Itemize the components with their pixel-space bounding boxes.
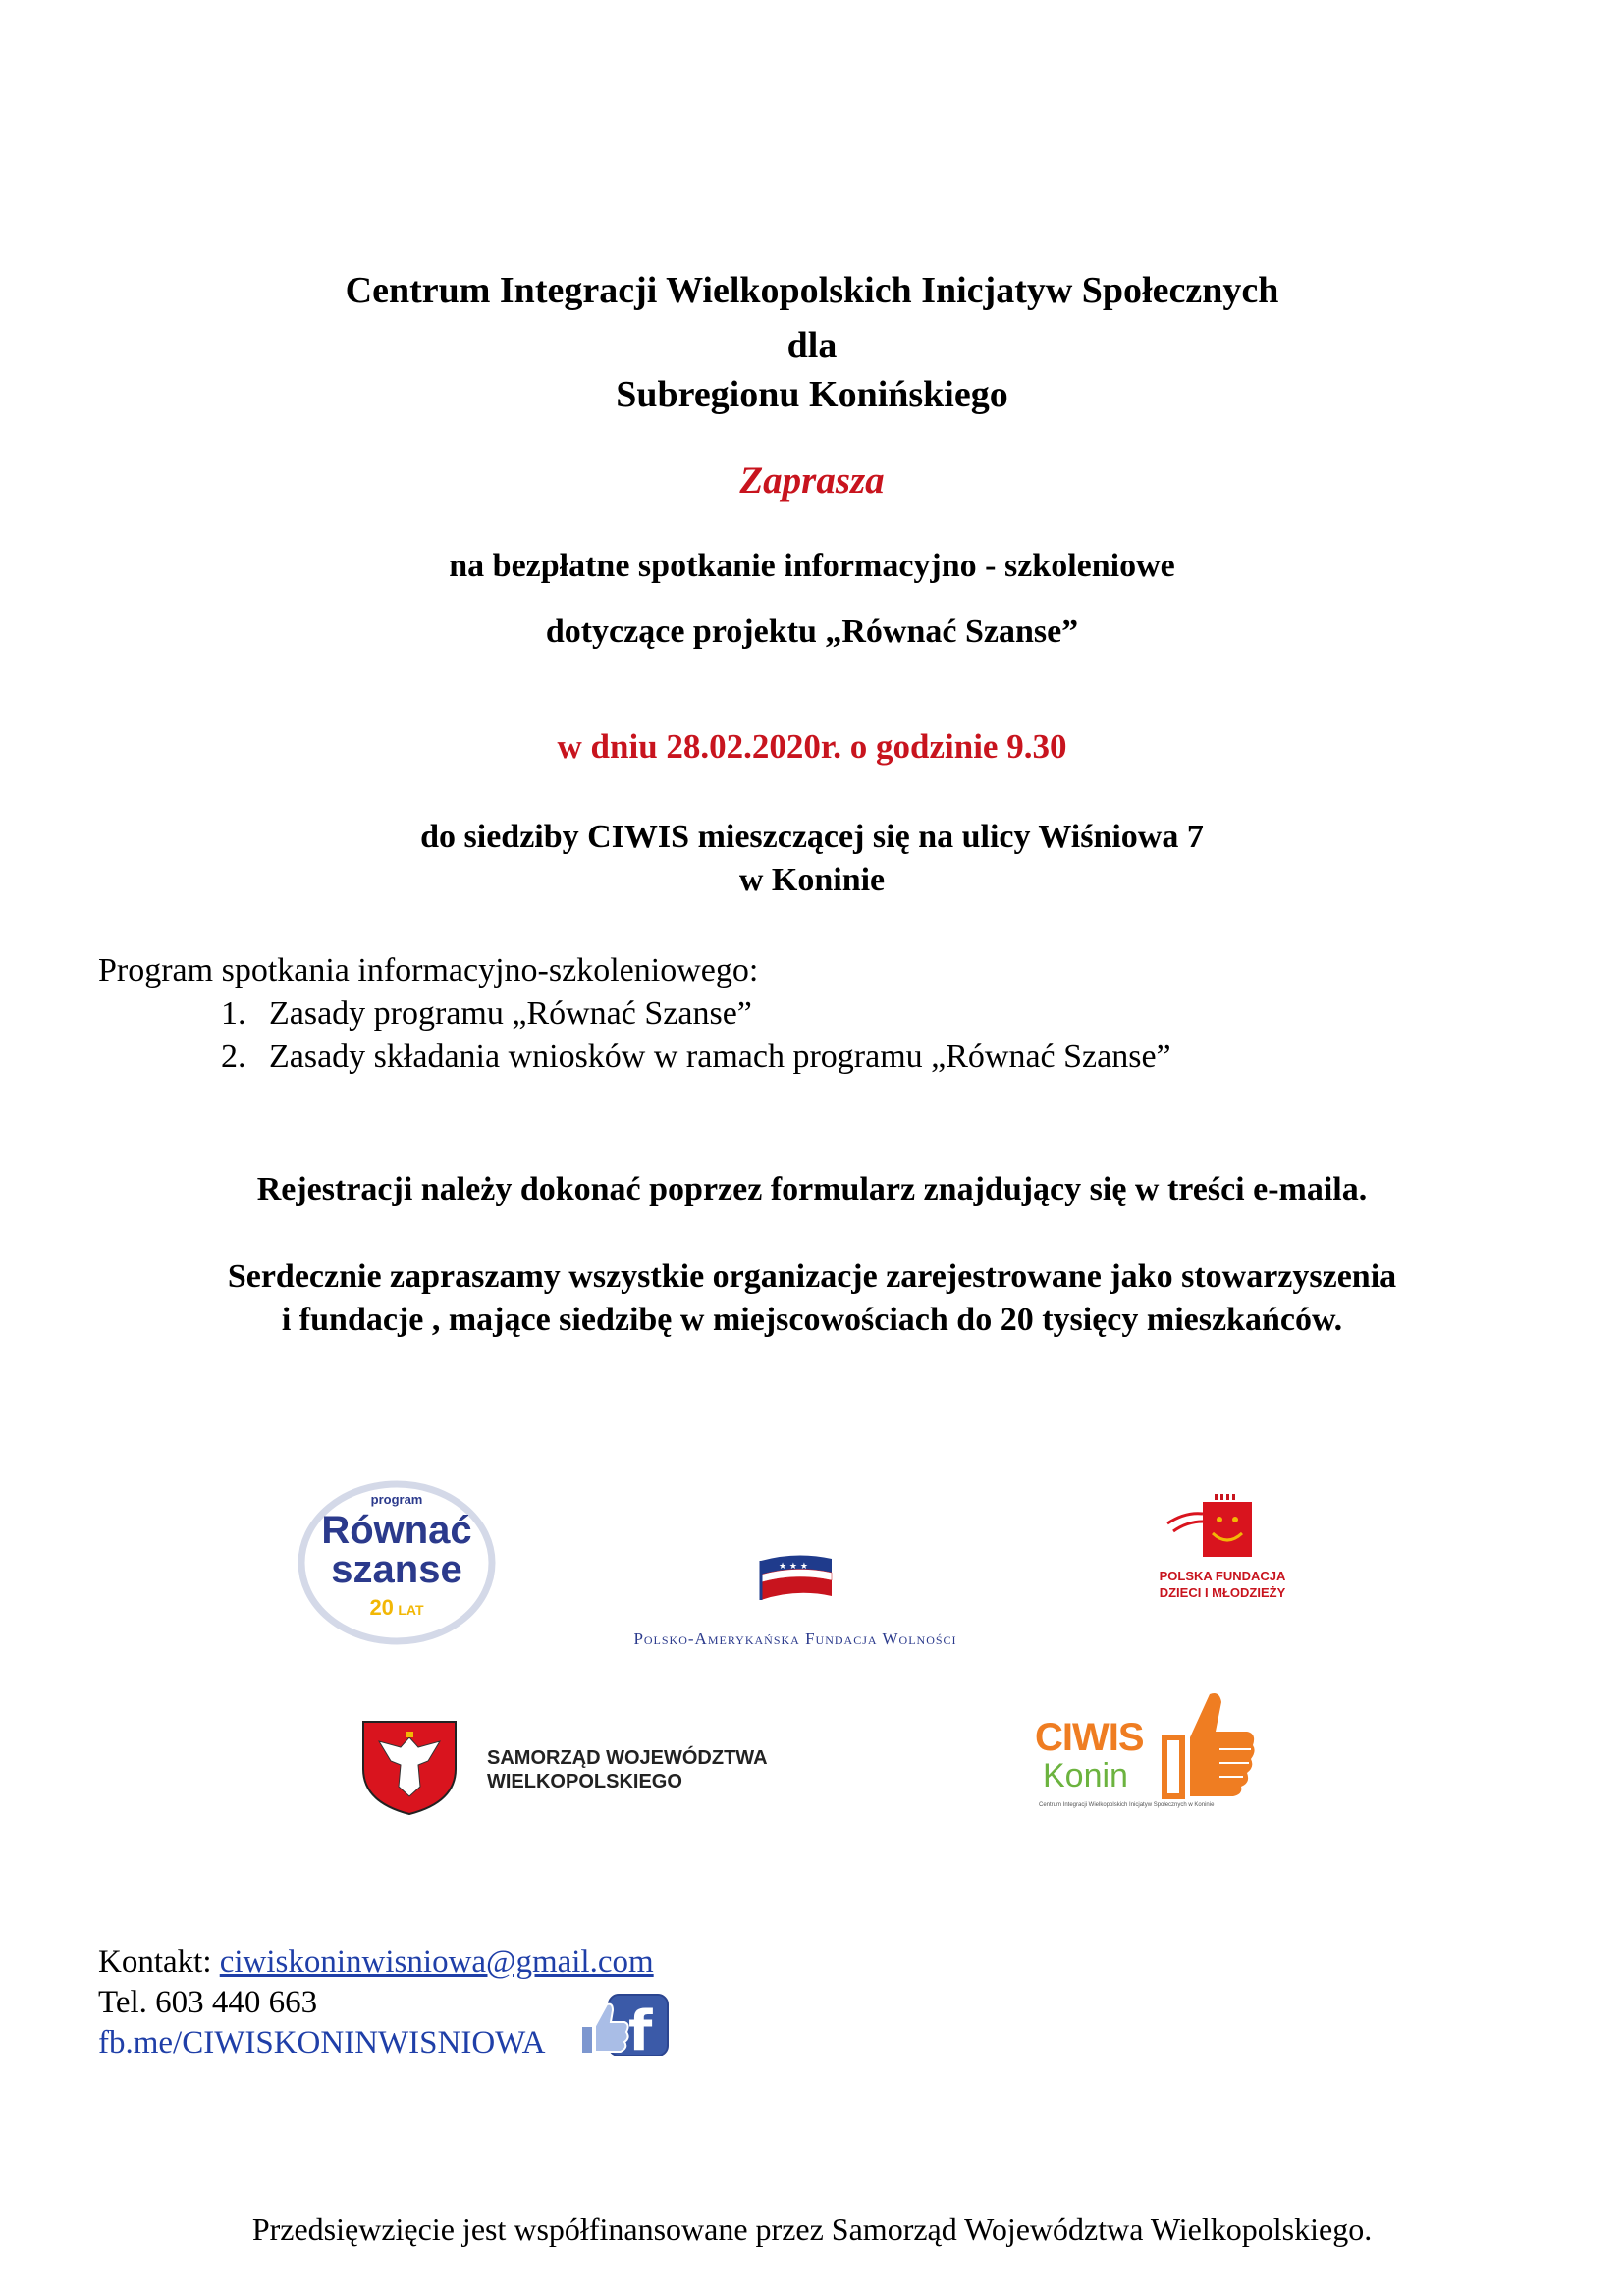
rownac-program-label: program — [370, 1492, 423, 1507]
pafw-flag-icon — [757, 1549, 836, 1604]
thumbs-up-icon — [1161, 1688, 1259, 1806]
invitation-line-1: Serdecznie zapraszamy wszystkie organizacje zarejestrowane jako stowarzyszenia — [227, 1258, 1397, 1295]
ciwis-tagline: Centrum Integracji Wielkopolskich Inicjatyw Społecznych w Koninie — [1039, 1802, 1215, 1808]
svg-text:f: f — [628, 2000, 653, 2057]
samorzad-logo — [359, 1718, 772, 1826]
event-line-2: dotyczące projektu „Równać Szanse” — [545, 614, 1079, 650]
event-line-1: na bezpłatne spotkanie informacyjno - szkoleniowe — [449, 548, 1175, 584]
svg-text:★ ★ ★: ★ ★ ★ — [779, 1562, 808, 1572]
list-item-text: Zasady składania wniosków w ramach programu „Równać Szanse” — [269, 1039, 1171, 1075]
samorzad-line-2: WIELKOPOLSKIEGO — [487, 1771, 682, 1792]
list-item-text: Zasady programu „Równać Szanse” — [269, 995, 752, 1032]
pafw-name: Polsko-Amerykańska Fundacja Wolności — [633, 1629, 957, 1648]
list-item-number: 1. — [221, 995, 246, 1032]
footer-note: Przedsięwzięcie jest współfinansowane przez Samorząd Województwa Wielkopolskiego. — [251, 2212, 1373, 2247]
rownac-badge-word: LAT — [398, 1602, 424, 1618]
facebook-link[interactable]: fb.me/CIWISKONINWISNIOWA — [98, 2025, 546, 2060]
pfdm-line-2: DZIECI I MŁODZIEŻY — [1159, 1585, 1286, 1600]
samorzad-line-1: SAMORZĄD WOJEWÓDZTWA — [487, 1747, 768, 1769]
facebook-like-icon[interactable] — [579, 1993, 670, 2057]
rownac-badge — [297, 1595, 497, 1621]
list-item — [221, 1039, 1171, 1076]
rownac-line-1: Równać — [321, 1509, 472, 1552]
pfdm-logo — [1134, 1492, 1311, 1610]
rownac-line-2: szanse — [331, 1548, 462, 1591]
invitation-line-2: i fundacje , mające siedzibę w miejscowościach do 20 tysięcy mieszkańców. — [281, 1302, 1343, 1338]
pfdm-smile-icon — [1164, 1492, 1272, 1561]
ciwis-line-1: CIWIS — [1035, 1716, 1144, 1759]
header-line-3: Subregionu Konińskiego — [616, 374, 1008, 415]
ciwis-logo — [1031, 1688, 1286, 1826]
rownac-szanse-logo — [297, 1480, 497, 1645]
header-line-2: dla — [786, 325, 838, 366]
contact-email-row — [98, 1945, 654, 1981]
pafw-logo — [579, 1549, 1011, 1657]
coat-of-arms-icon — [359, 1718, 460, 1816]
list-item-number: 2. — [221, 1039, 246, 1075]
header-line-1: Centrum Integracji Wielkopolskich Inicjatyw Społecznych — [345, 270, 1279, 311]
pfdm-line-1: POLSKA FUNDACJA — [1159, 1569, 1286, 1583]
invite-heading: Zaprasza — [739, 459, 885, 502]
event-place-1: do siedziby CIWIS mieszczącej się na ulicy Wiśniowa 7 — [420, 819, 1204, 855]
list-item — [221, 995, 752, 1033]
event-date: w dniu 28.02.2020r. o godzinie 9.30 — [557, 727, 1067, 766]
program-title: Program spotkania informacyjno-szkoleniowego: — [98, 952, 759, 988]
rownac-badge-number: 20 — [369, 1595, 394, 1620]
contact-label: Kontakt: — [98, 1945, 212, 1980]
contact-email-link[interactable]: ciwiskoninwisniowa@gmail.com — [219, 1945, 654, 1980]
ciwis-line-2: Konin — [1043, 1757, 1128, 1794]
contact-phone: Tel. 603 440 663 — [98, 1985, 318, 2020]
registration-note: Rejestracji należy dokonać poprzez formularz znajdujący się w treści e-maila. — [256, 1171, 1368, 1207]
event-place-2: w Koninie — [738, 862, 886, 898]
